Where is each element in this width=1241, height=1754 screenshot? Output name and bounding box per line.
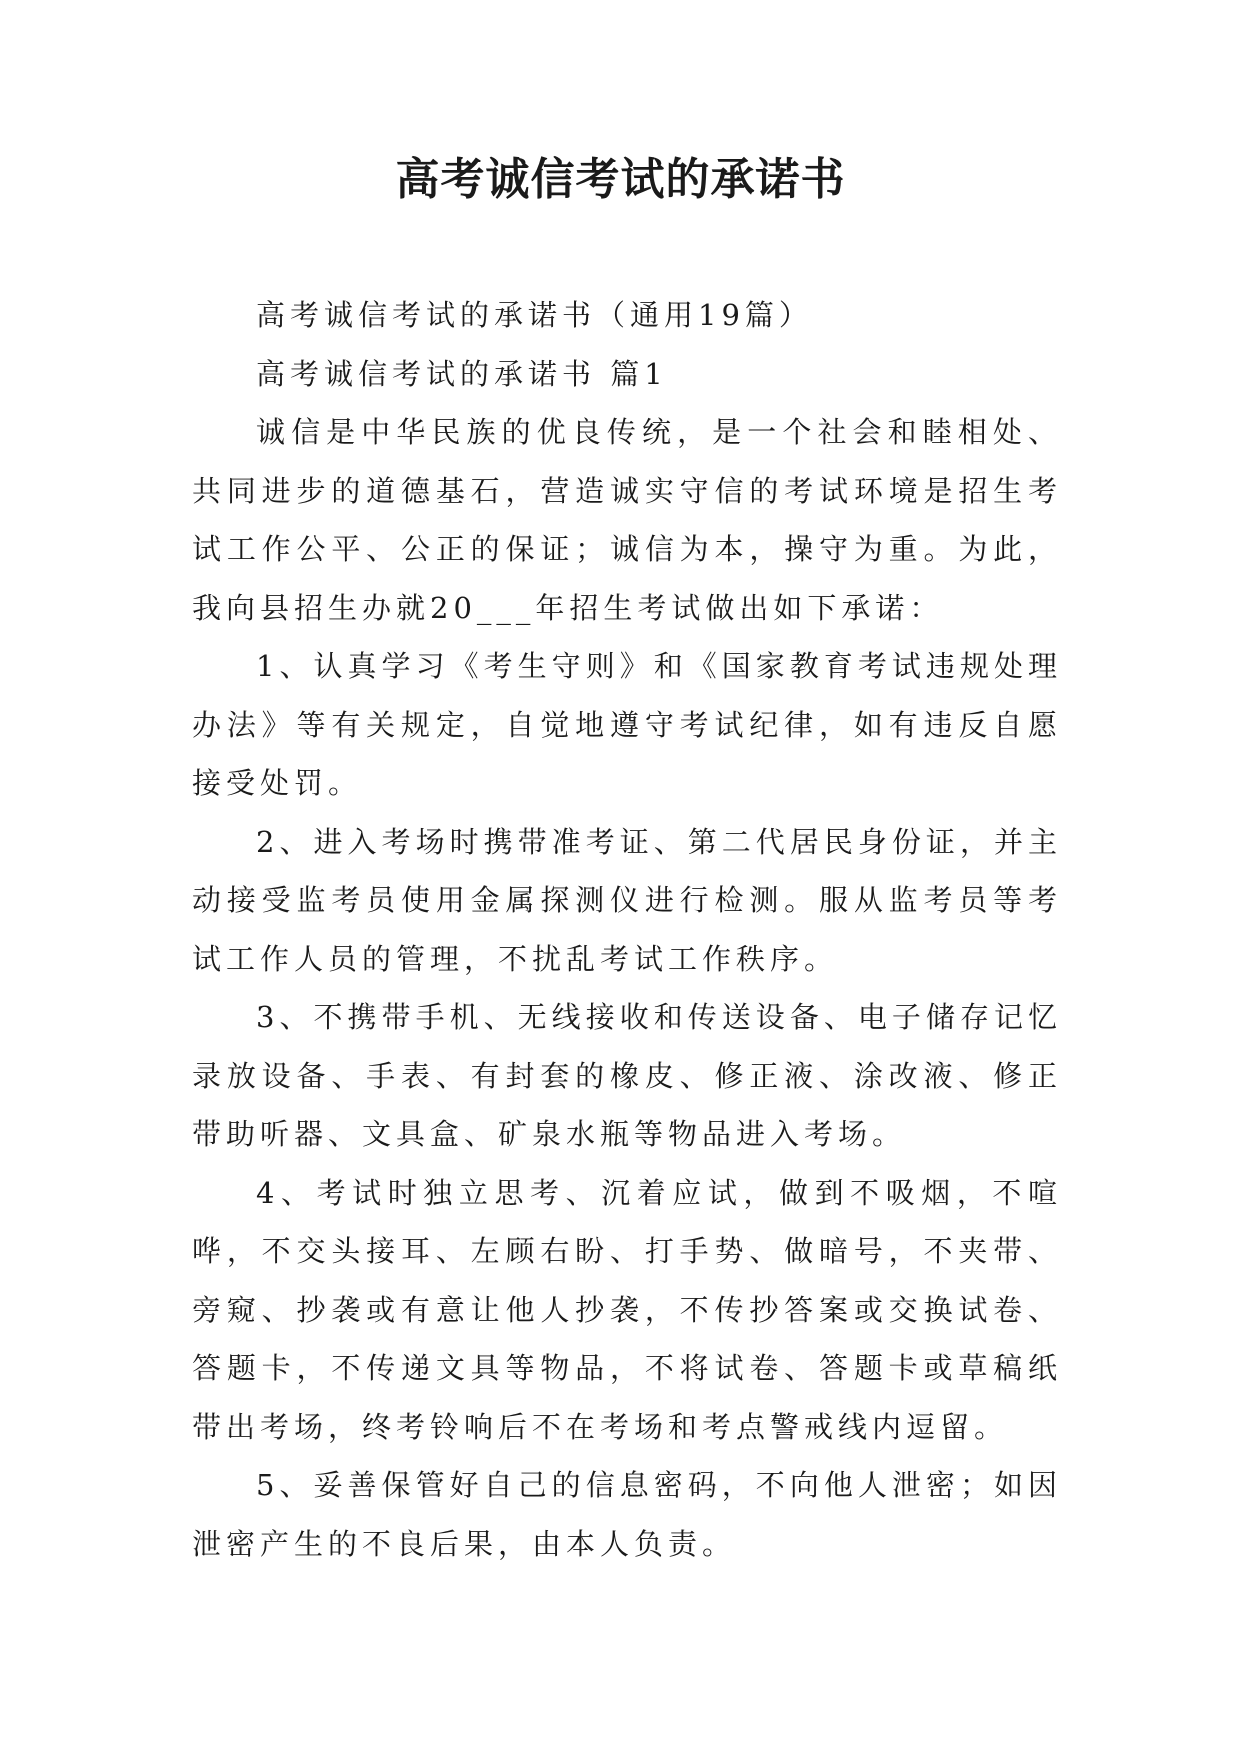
section-heading: 高考诚信考试的承诺书 篇1 (256, 356, 668, 391)
pledge-item-2: 2、进入考场时携带准考证、第二代居民身份证，并主动接受监考员使用金属探测仪进行检测。服从监考员等考试工作人员的管理，不扰乱考试工作秩序。 (192, 824, 1062, 976)
pledge-item-1: 1、认真学习《考生守则》和《国家教育考试违规处理办法》等有关规定，自觉地遵守考试纪律，如有违反自愿接受处罚。 (192, 649, 1062, 800)
document-title: 高考诚信考试的承诺书 (395, 154, 846, 205)
pledge-item-4: 4、考试时独立思考、沉着应试，做到不吸烟，不喧哗，不交头接耳、左顾右盼、打手势、做暗号，不夹带、旁窥、抄袭或有意让他人抄袭，不传抄答案或交换试卷、答题卡，不传递文具等物品，不将试卷、答题卡或草稿纸带出考场，终考铃响后不在考场和考点警戒线内逗留。 (192, 1175, 1062, 1444)
pledge-item-5: 5、妥善保管好自己的信息密码，不向他人泄密；如因泄密产生的不良后果，由本人负责。 (192, 1468, 1062, 1561)
document-body (192, 286, 1062, 1573)
intro-paragraph: 诚信是中华民族的优良传统，是一个社会和睦相处、共同进步的道德基石，营造诚实守信的考试环境是招生考试工作公平、公正的保证；诚信为本，操守为重。为此，我向县招生办就20___年招生考试做出如下承诺： (192, 415, 1062, 625)
subtitle-paragraph: 高考诚信考试的承诺书（通用19篇） (256, 298, 813, 332)
pledge-item-3: 3、不携带手机、无线接收和传送设备、电子储存记忆录放设备、手表、有封套的橡皮、修正液、涂改液、修正带助听器、文具盒、矿泉水瓶等物品进入考场。 (192, 1000, 1062, 1151)
